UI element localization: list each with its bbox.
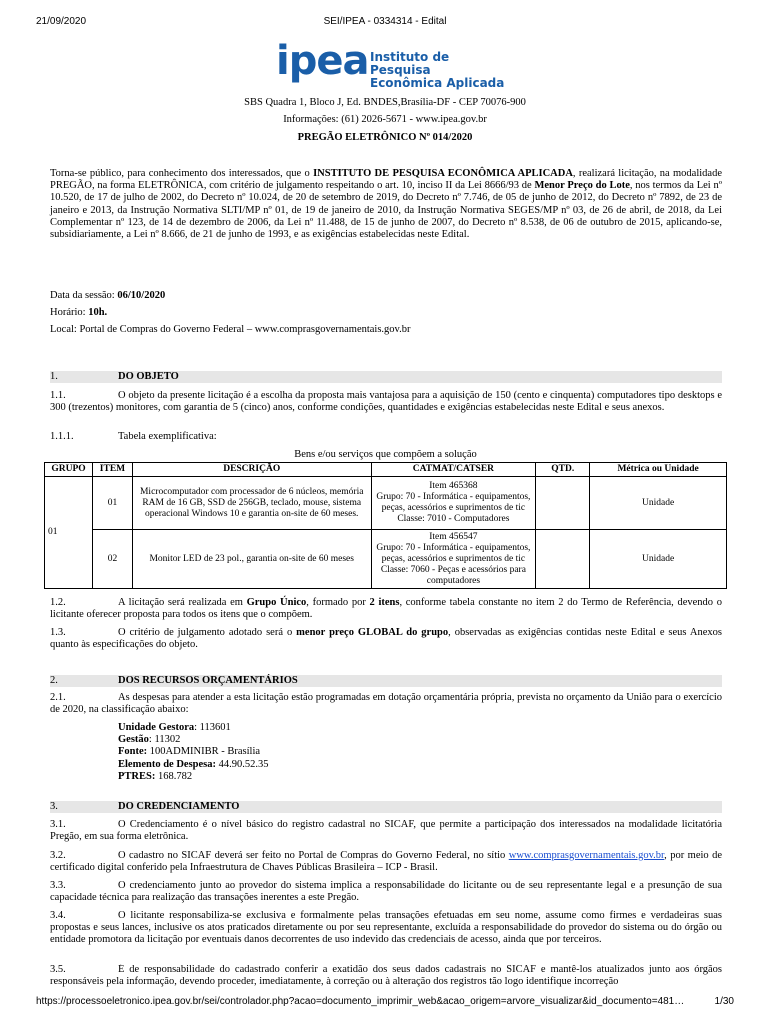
budget-line (118, 746, 722, 758)
group-cell: 01 (45, 477, 93, 589)
budget-line (118, 771, 722, 783)
clause-text: , conforme tabela constante no item 2 do Termo de Referência, devendo o licitante oferecer proposta para todos os itens que o compõem. (50, 597, 722, 621)
clause-number: 1.2. (50, 597, 66, 608)
col-header-description: DESCRIÇÃO (132, 463, 371, 477)
logo-name-line2: Econômica Aplicada (370, 76, 505, 90)
session-time (50, 307, 722, 319)
clause-text: O credenciamento junto ao provedor do sistema implica a responsabilidade do licitante ou de seu representante legal e a presunção de sua capacidade técnica para realização das transações inerentes a este Pregão. (50, 880, 722, 904)
clause-number: 1.1. (50, 390, 66, 401)
clause-text: As despesas para atender a esta licitação estão programadas em dotação orçamentária própria, prevista no orçamento da União para o exercício de 2020, na classificação abaixo: (50, 692, 722, 716)
session-time-value: 10h. (88, 307, 108, 318)
session-date-label: Data da sessão: (50, 290, 118, 301)
table-caption: Bens e/ou serviços que compõem a solução (294, 449, 477, 460)
clause-text: O critério de julgamento adotado será o (118, 627, 297, 638)
catmat-cell (371, 530, 536, 589)
budget-value: 168.782 (155, 770, 193, 782)
intro-text-2: , realizará licitação, na modalidade PREGÃO, na forma ELETRÔNICA, com critério de julgamento respeitando o art. 10, inciso II da Lei 8666/93 de (50, 168, 722, 192)
budget-value: 100ADMINIBR - Brasília (147, 746, 261, 758)
clause-1-2 (50, 597, 722, 621)
session-date-value: 06/10/2020 (117, 290, 166, 301)
clause-number: 3.2. (50, 850, 66, 861)
contact-info: Informações: (61) 2026-5671 - www.ipea.gov.br (283, 114, 487, 125)
logo-mark: ipea (276, 38, 369, 84)
clause-bold: menor preço GLOBAL do grupo (296, 627, 449, 638)
clause-text: O licitante responsabiliza-se exclusiva e formalmente pelas transações efetuadas em seu nome, assume como firmes e verdadeiras suas propostas e seus lances, inclusive os atos praticados diretamente ou por seu representante, excluída a responsabilidade do provedor do sistema ou do órgão ou entidade promotora da licitação por eventuais danos decorrentes de uso indevido das credenciais de acesso, ainda que por terceiros. (50, 910, 722, 946)
clause-3-5 (50, 964, 722, 990)
section-1-number: 1. (50, 371, 58, 382)
section-2-header (50, 675, 722, 687)
description-cell: Monitor LED de 23 pol., garantia on-site de 60 meses (132, 530, 371, 589)
description-cell: Microcomputador com processador de 6 núcleos, memória RAM de 16 GB, SSD de 256GB, teclado, mouse, sistema operacional Windows 10 e garantia on-site de 60 meses. (132, 477, 371, 530)
section-2-title: DOS RECURSOS ORÇAMENTÁRIOS (118, 675, 298, 686)
clause-1-3 (50, 627, 722, 651)
clause-number: 1.1.1. (50, 431, 74, 442)
clause-text: É de responsabilidade do cadastrado conferir a exatidão dos seus dados cadastrais no SICAF e mantê-los atualizados junto aos órgãos responsáveis pela informação, devendo proceder, imediatamente, à correção ou à alteração dos registros tão logo identifique incorreção (50, 964, 722, 988)
clause-3-3 (50, 880, 722, 904)
col-header-catmat: CATMAT/CATSER (371, 463, 536, 477)
section-3-title: DO CREDENCIAMENTO (118, 801, 240, 812)
catmat-detail: Grupo: 70 - Informática - equipamentos, peças, acessórios e suprimentos de tic Classe: 7010 - Computadores (376, 492, 531, 524)
budget-line (118, 722, 722, 734)
intro-org: INSTITUTO DE PESQUISA ECONÔMICA APLICADA (313, 168, 573, 179)
table-row (45, 530, 727, 589)
session-place: Local: Portal de Compras do Governo Federal – www.comprasgovernamentais.gov.br (50, 324, 411, 335)
budget-label: Gestão (118, 734, 149, 746)
clause-number: 1.3. (50, 627, 66, 638)
print-title: SEI/IPEA - 0334314 - Edital (323, 16, 447, 27)
clause-bold: 2 itens (369, 597, 400, 608)
clause-number: 3.5. (50, 964, 66, 975)
col-header-group: GRUPO (45, 463, 93, 477)
catmat-cell (371, 477, 536, 530)
intro-criterion: Menor Preço do Lote (534, 180, 630, 192)
unit-cell: Unidade (590, 530, 727, 589)
address: SBS Quadra 1, Bloco J, Ed. BNDES,Brasília-DF - CEP 70076-900 (244, 97, 526, 108)
budget-value: : 113601 (194, 722, 231, 733)
item-cell: 02 (92, 530, 132, 589)
page-title: PREGÃO ELETRÔNICO Nº 014/2020 (297, 132, 473, 143)
catmat-detail: Grupo: 70 - Informática - equipamentos, peças, acessórios e suprimentos de tic Classe: 7060 - Peças e acessórios para computadores (376, 542, 531, 586)
clause-text: , por meio de certificado digital conferido pela Infraestrutura de Chaves Públicas Brasileira – ICP - Brasil. (50, 850, 722, 874)
section-3-number: 3. (50, 801, 58, 812)
clause-number: 3.3. (50, 880, 66, 891)
intro-text-1: Torna-se público, para conhecimento dos interessados, que o (50, 168, 314, 179)
qty-cell (536, 477, 590, 530)
logo-name (370, 51, 506, 90)
col-header-item: ITEM (92, 463, 132, 477)
logo-name-line1: Instituto de Pesquisa (370, 50, 450, 77)
col-header-qty: QTD. (536, 463, 590, 477)
intro-paragraph (50, 168, 722, 241)
catmat-item: Item 465368 (429, 481, 478, 491)
clause-number: 3.4. (50, 910, 66, 921)
clause-text: , observadas as exigências contidas neste Edital e seus Anexos quanto às especificações do objeto. (50, 627, 722, 651)
print-footer (36, 996, 734, 1010)
section-1-header (50, 371, 722, 383)
col-header-unit: Métrica ou Unidade (590, 463, 727, 477)
clause-text: O objeto da presente licitação é a escolha da proposta mais vantajosa para a aquisição de 150 (cento e cinquenta) computadores tipo desktops e 300 (trezentos) monitores, com garantia de 5 (cinco) anos, conforme condições, quantidades e exigências estabelecidas neste Edital e seus anexos. (50, 390, 722, 414)
ipea-logo (276, 38, 506, 90)
budget-label: PTRES: (118, 770, 156, 782)
budget-label: Unidade Gestora (118, 722, 195, 733)
section-1-title: DO OBJETO (118, 371, 179, 382)
session-time-label: Horário: (50, 307, 89, 318)
clause-text: O Credenciamento é o nível básico do registro cadastral no SICAF, que permite a participação dos interessados na modalidade licitatória Pregão, em sua forma eletrônica. (50, 819, 722, 843)
clause-3-1 (50, 819, 722, 843)
clause-3-4 (50, 910, 722, 947)
print-url: https://processoeletronico.ipea.gov.br/sei/controlador.php?acao=documento_imprimir_web&acao_origem=arvore_visualizar&id_documento=481… (36, 996, 685, 1007)
unit-cell: Unidade (590, 477, 727, 530)
budget-line (118, 734, 722, 746)
budget-value: 44.90.52.35 (216, 758, 269, 770)
clause-text: O cadastro no SICAF deverá ser feito no Portal de Compras do Governo Federal, no sítio (118, 850, 509, 861)
session-date (50, 290, 722, 302)
clause-text: , formado por (306, 597, 370, 608)
clause-3-2 (50, 850, 722, 874)
clause-number: 2.1. (50, 692, 66, 703)
budget-label: Elemento de Despesa: (118, 758, 216, 770)
compras-link[interactable]: www.comprasgovernamentais.gov.br (508, 850, 665, 861)
item-cell: 01 (92, 477, 132, 530)
clause-1-1-1 (50, 431, 722, 443)
intro-text-3: , nos termos da Lei nº 10.520, de 17 de julho de 2002, do Decreto nº 10.024, de 20 de setembro de 2019, do Decreto nº 7.746, de 05 de junho de 2012, do Decreto nº 7892, de 23 de janeiro e 2013, da Instrução Normativa SLTI/MP nº 01, de 19 de janeiro de 2010, da Instrução Normativa SEGES/MP nº 03, de 26 de abril, de 2018, da Lei Complementar nº 123, de 14 de dezembro de 2006, da Lei nº 11.488, de 15 de junho de 2007, do Decreto nº 8.538, de 06 de outubro de 2015, aplicando-se, subsidiariamente, a Lei nº 8.666, de 21 de junho de 1993, e as exigências estabelecidas neste Edital. (50, 180, 722, 241)
clause-text: Tabela exemplificativa: (118, 431, 217, 442)
print-header (36, 16, 734, 30)
budget-classification (50, 722, 722, 783)
items-table (44, 462, 727, 589)
section-3-header (50, 801, 722, 813)
budget-label: Fonte: (118, 746, 148, 758)
table-row (45, 477, 727, 530)
clause-bold: Grupo Único (246, 597, 307, 608)
clause-text: A licitação será realizada em (118, 597, 247, 608)
section-2-number: 2. (50, 675, 58, 686)
clause-2-1 (50, 692, 722, 716)
clause-1-1 (50, 390, 722, 414)
budget-value: : 11302 (148, 734, 181, 746)
qty-cell (536, 530, 590, 589)
budget-line (118, 759, 722, 771)
page-number: 1/30 (714, 996, 734, 1007)
print-date: 21/09/2020 (36, 16, 87, 27)
catmat-item: Item 456547 (429, 531, 478, 542)
table-header-row (45, 463, 727, 477)
clause-number: 3.1. (50, 819, 66, 830)
